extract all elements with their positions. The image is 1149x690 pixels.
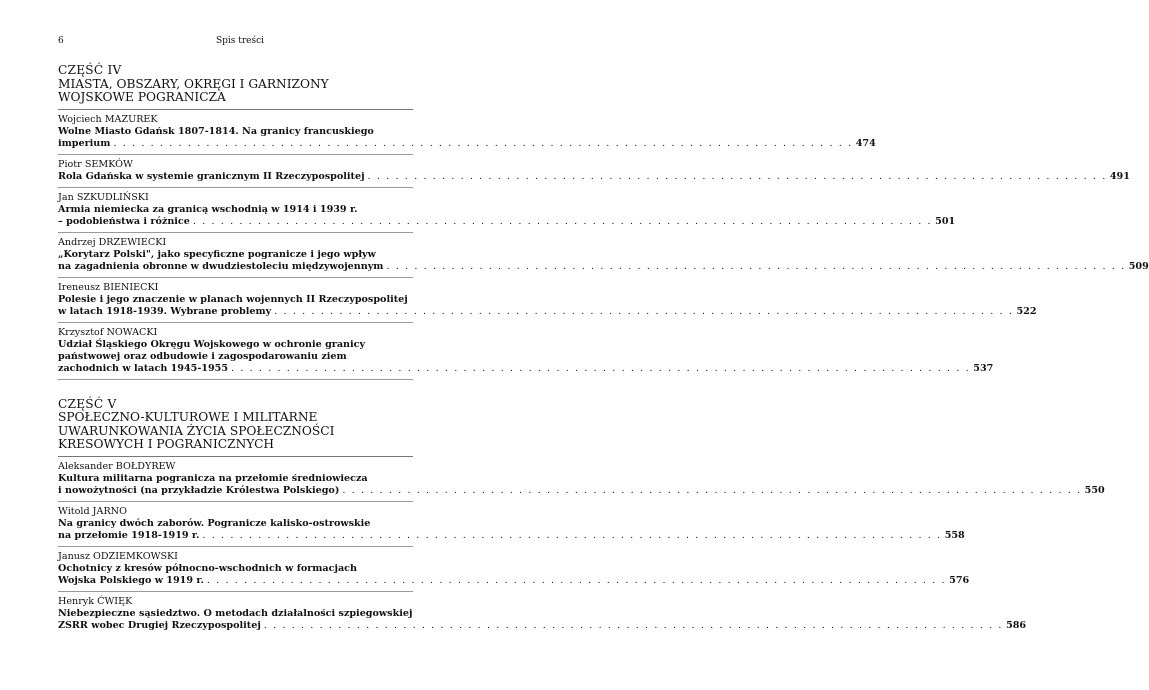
- toc-entry[interactable]: [58, 547, 970, 592]
- entry-page-number: 558: [944, 529, 965, 541]
- author-first-name: Janusz: [58, 550, 90, 562]
- entry-title-line: [58, 362, 994, 375]
- toc-entry[interactable]: [58, 323, 994, 380]
- author-last-name: DRZEWIECKI: [98, 236, 167, 248]
- entry-page-number: 586: [1006, 619, 1027, 631]
- page-number: 6: [58, 36, 64, 46]
- author-first-name: Wojciech: [58, 113, 102, 125]
- entry-page-number: 474: [855, 137, 876, 149]
- table-of-contents: [58, 63, 1149, 636]
- entry-title-line: Polesie i jego znaczenie w planach wojennych II Rzeczypospolitej: [58, 293, 408, 305]
- entry-title-text: Rola Gdańska w systemie granicznym II Rzeczypospolitej: [58, 170, 365, 182]
- author-first-name: Andrzej: [58, 236, 96, 248]
- author-last-name: JARNO: [92, 505, 127, 517]
- author-last-name: SEMKÓW: [84, 158, 133, 170]
- entry-author: [58, 192, 413, 204]
- entry-page-number: 550: [1084, 484, 1105, 496]
- part-heading: [58, 398, 413, 452]
- author-first-name: Ireneusz: [58, 281, 101, 293]
- entry-title-text: na zagadnienia obronne w dwudziestoleciu międzywojennym: [58, 260, 384, 272]
- dot-leader: . . . . . . . . . . . . . . . . . . . . . . . . . . . . . . . . . . . . . . . . . . . . . . . . . . . . . . . . . . . . . . . . . . . . . . . . . . . . . . . .: [231, 362, 971, 374]
- entry-author: [58, 237, 413, 249]
- entry-title-line: [58, 137, 876, 150]
- entry-title-line: [58, 215, 956, 228]
- entry-title-line: [58, 574, 970, 587]
- part-title-line: SPOŁECZNO-KULTUROWE I MILITARNE: [58, 410, 318, 424]
- entry-title-line: Ochotnicy z kresów północno-wschodnich w formacjach: [58, 562, 357, 574]
- entry-title-text: i nowożytności (na przykładzie Królestwa Polskiego): [58, 484, 340, 496]
- toc-entry[interactable]: [58, 110, 876, 155]
- entry-page-number: 522: [1016, 305, 1037, 317]
- running-header: [58, 36, 422, 50]
- author-last-name: SZKUDLIŃSKI: [76, 191, 149, 203]
- toc-entry[interactable]: [58, 233, 1149, 278]
- entry-page-number: 576: [949, 574, 970, 586]
- author-first-name: Jan: [58, 191, 74, 203]
- dot-leader: . . . . . . . . . . . . . . . . . . . . . . . . . . . . . . . . . . . . . . . . . . . . . . . . . . . . . . . . . . . . . . . . . . . . . . . . . . . . . . . .: [274, 305, 1014, 317]
- toc-entry[interactable]: [58, 188, 956, 233]
- entry-title-line: [58, 484, 1105, 497]
- entry-author: [58, 596, 413, 608]
- entry-title-line: Wolne Miasto Gdańsk 1807-1814. Na granicy francuskiego: [58, 125, 374, 137]
- entry-title-line: [58, 305, 1037, 318]
- toc-entry[interactable]: [58, 502, 965, 547]
- dot-leader: . . . . . . . . . . . . . . . . . . . . . . . . . . . . . . . . . . . . . . . . . . . . . . . . . . . . . . . . . . . . . . . . . . . . . . . . . . . . . . . .: [263, 619, 1004, 631]
- entry-title-text: – podobieństwa i różnice: [58, 215, 190, 227]
- entry-title-line: Na granicy dwóch zaborów. Pogranicze kalisko-ostrowskie: [58, 517, 371, 529]
- entry-author: [58, 551, 413, 563]
- entry-title-line: Armia niemiecka za granicą wschodnią w 1914 i 1939 r.: [58, 203, 358, 215]
- entry-page-number: 509: [1128, 260, 1149, 272]
- part-title-line: MIASTA, OBSZARY, OKRĘGI I GARNIZONY: [58, 76, 329, 91]
- author-first-name: Piotr: [58, 158, 82, 170]
- entry-title-line: Kultura militarna pogranicza na przełomie średniowiecza: [58, 472, 368, 484]
- author-last-name: MAZUREK: [104, 113, 158, 125]
- part-title-line: WOJSKOWE POGRANICZA: [58, 90, 226, 104]
- author-last-name: NOWACKI: [106, 326, 158, 338]
- entry-author: [58, 282, 413, 294]
- author-last-name: ĆWIĘK: [97, 595, 133, 607]
- entry-title-text: na przełomie 1918-1919 r.: [58, 529, 200, 541]
- entry-author: [58, 506, 413, 518]
- entry-title-line: Udział Śląskiego Okręgu Wojskowego w ochronie granicy: [58, 338, 366, 350]
- entry-page-number: 537: [973, 362, 994, 374]
- entry-title-line: [58, 619, 1027, 632]
- running-title: Spis treści: [215, 36, 265, 46]
- dot-leader: . . . . . . . . . . . . . . . . . . . . . . . . . . . . . . . . . . . . . . . . . . . . . . . . . . . . . . . . . . . . . . . . . . . . . . . . . . . . . . . .: [113, 137, 853, 149]
- entry-title-line: [58, 170, 1130, 183]
- author-first-name: Witold: [58, 505, 90, 517]
- dot-leader: . . . . . . . . . . . . . . . . . . . . . . . . . . . . . . . . . . . . . . . . . . . . . . . . . . . . . . . . . . . . . . . . . . . . . . . . . . . . . . . .: [202, 529, 942, 541]
- entry-title-text: w latach 1918-1939. Wybrane problemy: [58, 305, 272, 317]
- dot-leader: . . . . . . . . . . . . . . . . . . . . . . . . . . . . . . . . . . . . . . . . . . . . . . . . . . . . . . . . . . . . . . . . . . . . . . . . . . . . . . . .: [192, 215, 933, 227]
- part-title-line: UWARUNKOWANIA ŻYCIA SPOŁECZNOŚCI: [58, 423, 335, 438]
- entry-title-line: Niebezpieczne sąsiedztwo. O metodach działalności szpiegowskiej: [58, 607, 413, 619]
- toc-entry[interactable]: [58, 592, 1027, 636]
- dot-leader: . . . . . . . . . . . . . . . . . . . . . . . . . . . . . . . . . . . . . . . . . . . . . . . . . . . . . . . . . . . . . . . . . . . . . . . . . . . . . . . .: [367, 170, 1107, 182]
- entry-title-text: ZSRR wobec Drugiej Rzeczypospolitej: [58, 619, 261, 631]
- entry-title-line: [58, 529, 965, 542]
- part-label: CZĘŚĆ V: [58, 396, 117, 411]
- entry-author: [58, 461, 413, 473]
- toc-entry[interactable]: [58, 278, 1037, 323]
- entry-author: [58, 159, 413, 171]
- author-last-name: BIENIECKI: [103, 281, 159, 293]
- entry-page-number: 501: [935, 215, 956, 227]
- part-heading: [58, 64, 413, 105]
- entry-title-text: imperium: [58, 137, 111, 149]
- entry-title-line: „Korytarz Polski", jako specyficzne pogranicze i jego wpływ: [58, 248, 376, 260]
- entry-title-text: Wojska Polskiego w 1919 r.: [58, 574, 204, 586]
- author-first-name: Krzysztof: [58, 326, 104, 338]
- part-label: CZĘŚĆ IV: [58, 63, 122, 77]
- toc-entry[interactable]: [58, 457, 1105, 502]
- entry-author: [58, 327, 413, 339]
- dot-leader: . . . . . . . . . . . . . . . . . . . . . . . . . . . . . . . . . . . . . . . . . . . . . . . . . . . . . . . . . . . . . . . . . . . . . . . . . . . . . . . .: [386, 260, 1126, 272]
- author-last-name: ODZIEMKOWSKI: [92, 550, 178, 562]
- entry-author: [58, 114, 413, 126]
- toc-entry[interactable]: [58, 155, 1130, 188]
- author-last-name: BOŁDYREW: [115, 460, 176, 472]
- entry-title-text: zachodnich w latach 1945-1955: [58, 362, 229, 374]
- author-first-name: Henryk: [58, 595, 95, 607]
- entry-title-line: [58, 260, 1149, 273]
- dot-leader: . . . . . . . . . . . . . . . . . . . . . . . . . . . . . . . . . . . . . . . . . . . . . . . . . . . . . . . . . . . . . . . . . . . . . . . . . . . . . . . .: [342, 484, 1082, 496]
- entry-title-line: państwowej oraz odbudowie i zagospodarowaniu ziem: [58, 350, 347, 362]
- entry-page-number: 491: [1109, 170, 1130, 182]
- part-title-line: KRESOWYCH I POGRANICZNYCH: [58, 437, 275, 451]
- dot-leader: . . . . . . . . . . . . . . . . . . . . . . . . . . . . . . . . . . . . . . . . . . . . . . . . . . . . . . . . . . . . . . . . . . . . . . . . . . . . . . . .: [206, 574, 947, 586]
- author-first-name: Aleksander: [58, 460, 113, 472]
